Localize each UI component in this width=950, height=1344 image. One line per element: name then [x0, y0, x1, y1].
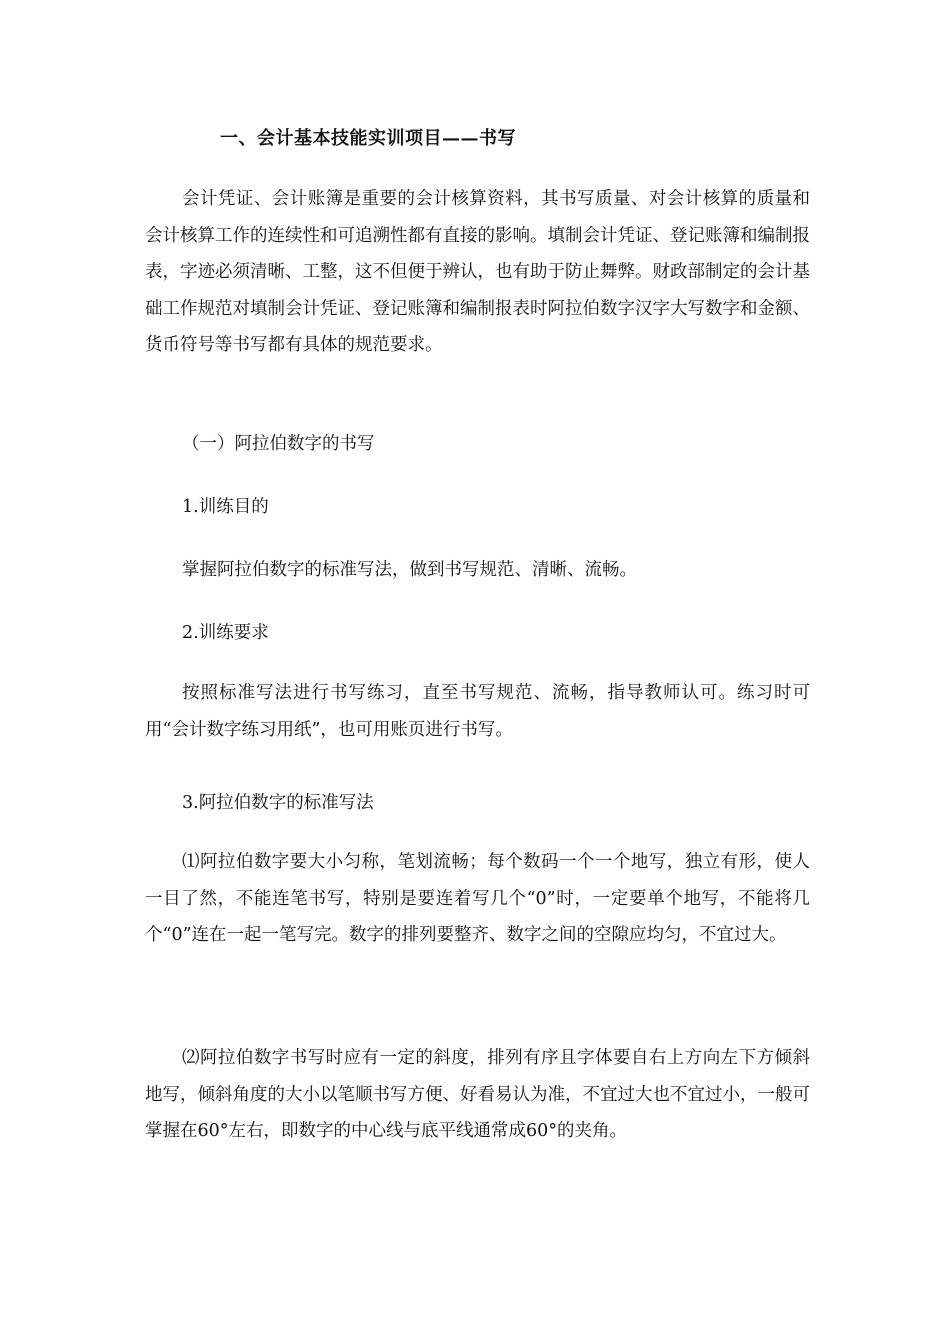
- rule-paragraph-1: ⑴阿拉伯数字要大小匀称，笔划流畅；每个数码一个一个地写，独立有形，使人一目了然，不能连笔书写，特别是要连着写几个“0”时，一定要单个地写，不能将几个“0”连在一起一笔写完。数字的排列要整齐、数字之间的空隙应均匀，不宜过大。: [145, 852, 810, 945]
- item-heading-training-goal: 1.训练目的: [182, 497, 269, 517]
- rule-paragraph-2: ⑵阿拉伯数字书写时应有一定的斜度，排列有序且字体要自右上方向左下方倾斜地写，倾斜角度的大小以笔顺书写方便、好看易认为准，不宜过大也不宜过小，一般可掌握在60°左右，即数字的中心线与底平线通常成60°的夹角。: [145, 1048, 810, 1141]
- item-heading-training-requirements: 2.训练要求: [182, 623, 269, 643]
- item-heading-standard-writing: 3.阿拉伯数字的标准写法: [182, 793, 374, 813]
- section-heading-arabic-numerals: （一）阿拉伯数字的书写: [182, 434, 375, 454]
- intro-paragraph: 会计凭证、会计账簿是重要的会计核算资料，其书写质量、对会计核算的质量和会计核算工作的连续性和可追溯性都有直接的影响。填制会计凭证、登记账簿和编制报表，字迹必须清晰、工整，这不但便于辨认，也有助于防止舞弊。财政部制定的会计基础工作规范对填制会计凭证、登记账簿和编制报表时阿拉伯数字汉字大写数字和金额、货币符号等书写都有具体的规范要求。: [145, 189, 810, 355]
- item-text-training-requirements: 按照标准写法进行书写练习，直至书写规范、流畅，指导教师认可。练习时可用“会计数字练习用纸”，也可用账页进行书写。: [145, 683, 810, 740]
- document-title: 一、会计基本技能实训项目——书写: [220, 128, 516, 149]
- item-text-training-goal: 掌握阿拉伯数字的标准写法，做到书写规范、清晰、流畅。: [182, 560, 637, 580]
